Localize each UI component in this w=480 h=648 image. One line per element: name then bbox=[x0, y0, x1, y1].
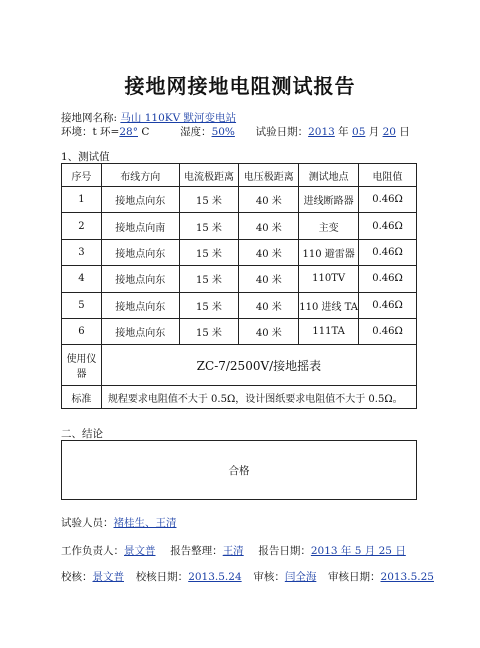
report-date-label: 报告日期： bbox=[258, 545, 311, 557]
table-row bbox=[62, 266, 417, 292]
month-char: 月 bbox=[368, 126, 380, 138]
section-conclusion: 二、结论 bbox=[61, 428, 103, 440]
check-date-value: 2013.5.24 bbox=[188, 571, 242, 583]
table-cell: 接地点向南 bbox=[101, 213, 179, 239]
table-cell: 0.46Ω bbox=[359, 266, 417, 292]
table-cell: 15 米 bbox=[179, 213, 239, 239]
checker-value: 景文普 bbox=[92, 571, 124, 583]
ground-net-name-label: 接地网名称: bbox=[61, 112, 118, 124]
temp-unit: C bbox=[141, 126, 150, 138]
instrument-value: ZC-7/2500V/接地摇表 bbox=[101, 345, 416, 386]
table-cell: 40 米 bbox=[239, 292, 299, 318]
testers-value: 褚桂生、王清 bbox=[113, 517, 177, 529]
table-row bbox=[62, 292, 417, 318]
standard-value: 规程要求电阻值不大于 0.5Ω，设计图纸要求电阻值不大于 0.5Ω。 bbox=[101, 386, 416, 409]
table-row bbox=[62, 213, 417, 239]
table-cell: 40 米 bbox=[239, 318, 299, 344]
report-date-value: 2013 年 5 月 25 日 bbox=[310, 545, 406, 557]
leader-value: 景文普 bbox=[124, 545, 156, 557]
table-cell: 接地点向东 bbox=[101, 266, 179, 292]
table-cell: 5 bbox=[62, 292, 102, 318]
table-cell: 40 米 bbox=[239, 213, 299, 239]
table-cell: 40 米 bbox=[239, 266, 299, 292]
table-cell: 15 米 bbox=[179, 187, 239, 213]
test-date-month: 05 bbox=[352, 126, 366, 138]
table-cell: 0.46Ω bbox=[359, 318, 417, 344]
humidity-value: 50% bbox=[211, 126, 235, 138]
table-row bbox=[62, 318, 417, 344]
review-date-value: 2013.5.25 bbox=[380, 571, 434, 583]
table-cell: 4 bbox=[62, 266, 102, 292]
test-date-year: 2013 bbox=[308, 126, 335, 138]
table-cell: 主变 bbox=[299, 213, 359, 239]
responsible-line bbox=[61, 543, 406, 558]
table-cell: 15 米 bbox=[179, 266, 239, 292]
table-header-cell: 测试地点 bbox=[299, 164, 359, 187]
table-header-row bbox=[62, 164, 417, 187]
table-cell: 进线断路器 bbox=[299, 187, 359, 213]
humidity-label: 湿度： bbox=[180, 126, 212, 138]
table-cell: 0.46Ω bbox=[359, 292, 417, 318]
table-header-cell: 电阻值 bbox=[359, 164, 417, 187]
review-value: 闫全海 bbox=[284, 571, 317, 583]
checker-label: 校核： bbox=[61, 571, 93, 583]
section-test-values: 1、测试值 bbox=[61, 151, 110, 163]
compiler-value: 王清 bbox=[222, 545, 244, 557]
table-cell: 40 米 bbox=[239, 187, 299, 213]
table-cell: 110 进线 TA bbox=[299, 292, 359, 318]
temp-value: 28° bbox=[119, 126, 138, 138]
resistance-table bbox=[61, 163, 417, 409]
table-cell: 110 避雷器 bbox=[299, 239, 359, 265]
conclusion-text: 合格 bbox=[228, 464, 250, 477]
report-title: 接地网接地电阻测试报告 bbox=[124, 74, 356, 98]
table-row bbox=[62, 239, 417, 265]
table-cell: 接地点向东 bbox=[101, 292, 179, 318]
table-cell: 0.46Ω bbox=[359, 239, 417, 265]
table-cell: 110TV bbox=[299, 266, 359, 292]
leader-label: 工作负责人： bbox=[61, 545, 124, 557]
table-header-cell: 电压极距离 bbox=[239, 164, 299, 187]
table-cell: 15 米 bbox=[179, 239, 239, 265]
table-cell: 15 米 bbox=[179, 292, 239, 318]
check-line bbox=[61, 569, 434, 584]
table-header-cell: 布线方向 bbox=[101, 164, 179, 187]
table-cell: 接地点向东 bbox=[101, 318, 179, 344]
day-char: 日 bbox=[399, 126, 410, 138]
table-cell: 6 bbox=[62, 318, 102, 344]
standard-label: 标准 bbox=[62, 386, 102, 409]
ground-net-name-value: 马山 110KV 默河变电站 bbox=[120, 112, 237, 124]
table-cell: 0.46Ω bbox=[359, 213, 417, 239]
table-cell: 0.46Ω bbox=[359, 187, 417, 213]
table-cell: 1 bbox=[62, 187, 102, 213]
table-row bbox=[62, 187, 417, 213]
instrument-row bbox=[62, 345, 417, 386]
table-header-cell: 序号 bbox=[62, 164, 102, 187]
table-cell: 接地点向东 bbox=[101, 239, 179, 265]
table-cell: 接地点向东 bbox=[101, 187, 179, 213]
ground-net-name-line bbox=[61, 110, 236, 125]
standard-row bbox=[62, 386, 417, 409]
year-char: 年 bbox=[338, 126, 349, 138]
instrument-label: 使用仪器 bbox=[62, 345, 102, 386]
test-date-label: 试验日期： bbox=[255, 126, 309, 138]
review-date-label: 审核日期： bbox=[328, 571, 381, 583]
check-date-label: 校核日期： bbox=[135, 571, 189, 583]
table-cell: 40 米 bbox=[239, 239, 299, 265]
environment-line bbox=[61, 124, 410, 139]
review-label: 审核： bbox=[253, 571, 285, 583]
table-cell: 2 bbox=[62, 213, 102, 239]
testers-line bbox=[61, 515, 177, 530]
table-header-cell: 电流极距离 bbox=[179, 164, 239, 187]
table-cell: 111TA bbox=[299, 318, 359, 344]
testers-label: 试验人员： bbox=[61, 517, 114, 529]
table-cell: 3 bbox=[62, 239, 102, 265]
compiler-label: 报告整理： bbox=[170, 545, 223, 557]
table-cell: 15 米 bbox=[179, 318, 239, 344]
conclusion-box bbox=[61, 440, 417, 500]
test-date-day: 20 bbox=[382, 126, 396, 138]
env-label: 环境：t 环= bbox=[61, 126, 120, 138]
